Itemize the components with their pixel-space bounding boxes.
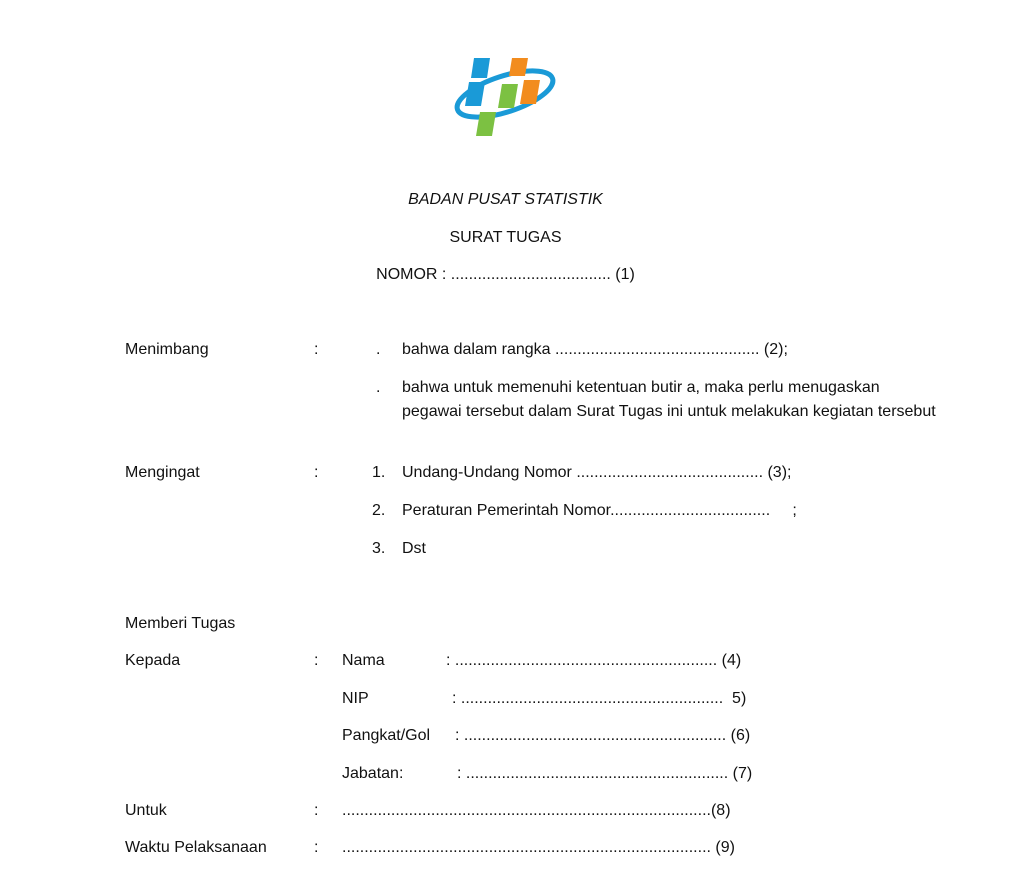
waktu-colon: : xyxy=(314,839,319,856)
waktu-label: Waktu Pelaksanaan xyxy=(125,839,267,856)
mengingat-item-3-text: Dst xyxy=(402,540,426,557)
mengingat-label: Mengingat xyxy=(125,464,200,481)
field-pangkat-value: : ........................................................... (6) xyxy=(455,727,751,744)
kepada-label: Kepada xyxy=(125,652,181,669)
mengingat-item-2-text: Peraturan Pemerintah Nomor.................................... ; xyxy=(402,502,797,519)
memberi-tugas-label: Memberi Tugas xyxy=(125,615,236,632)
logo-blue-block-bottom xyxy=(465,82,485,106)
field-pangkat-label: Pangkat/Gol xyxy=(342,727,431,744)
logo-blue-block-top xyxy=(471,58,490,78)
mengingat-item-1-text: Undang-Undang Nomor .......................................... (3); xyxy=(402,464,792,481)
mengingat-colon: : xyxy=(314,464,319,481)
untuk-colon: : xyxy=(314,802,319,819)
field-jabatan-value: : ........................................................... (7) xyxy=(457,765,753,782)
field-nama-label: Nama xyxy=(342,652,385,669)
field-jabatan-label: Jabatan: xyxy=(342,765,404,782)
field-nama-value: : ........................................................... (4) xyxy=(446,652,742,669)
field-nip-value: : ........................................................... 5) xyxy=(452,690,747,707)
logo-orange-block-top xyxy=(509,58,528,76)
logo-green-block-top xyxy=(498,84,518,108)
mengingat-item-1-marker: 1. xyxy=(372,464,386,481)
menimbang-item-b-marker: . xyxy=(376,379,381,396)
document-title: SURAT TUGAS xyxy=(449,229,562,246)
document-number: NOMOR : .................................... (1) xyxy=(376,266,635,283)
menimbang-colon: : xyxy=(314,341,319,358)
waktu-value: ................................................................................... (9) xyxy=(342,839,735,856)
kepada-colon: : xyxy=(314,652,319,669)
menimbang-label: Menimbang xyxy=(125,341,209,358)
menimbang-item-b-text: bahwa untuk memenuhi ketentuan butir a, maka perlu menugaskan pegawai tersebut dalam Surat Tugas ini untuk melakukan kegiatan tersebut xyxy=(402,379,936,420)
mengingat-item-3-marker: 3. xyxy=(372,540,386,557)
untuk-value: ...................................................................................(8) xyxy=(342,802,731,819)
menimbang-item-a-text: bahwa dalam rangka .............................................. (2); xyxy=(402,341,788,358)
menimbang-item-a-marker: . xyxy=(376,341,381,358)
mengingat-item-2-marker: 2. xyxy=(372,502,386,519)
untuk-label: Untuk xyxy=(125,802,167,819)
agency-name: BADAN PUSAT STATISTIK xyxy=(408,191,603,208)
field-nip-label: NIP xyxy=(342,690,369,707)
bps-logo xyxy=(452,54,558,140)
